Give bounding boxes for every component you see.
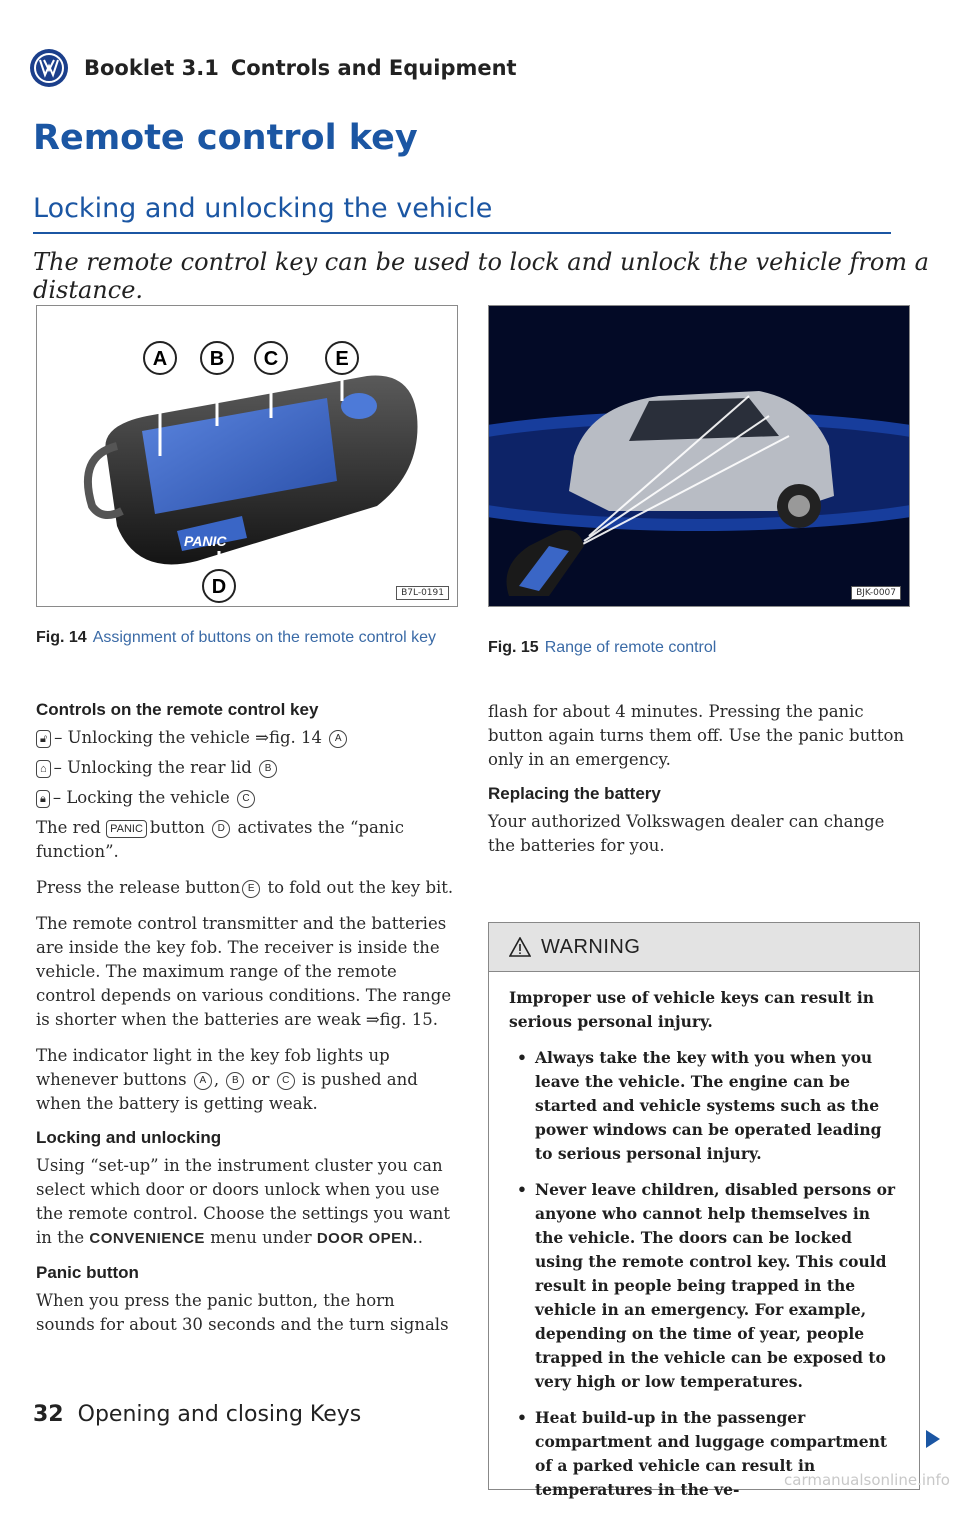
panic-text: When you press the panic button, the horn sounds for about 30 seconds and the turn signals	[36, 1291, 449, 1334]
locking-heading: Locking and unlocking	[36, 1128, 222, 1147]
setup-paragraph: Using “set-up” in the instrument cluster you can select which door or doors unlock when you use the remote control. Choose the settings you want in the CONVENIENCE menu under DOOR OPEN..	[36, 1156, 451, 1247]
warning-box	[488, 922, 920, 1499]
callout-a-label: A	[152, 348, 168, 370]
flash-paragraph: flash for about 4 minutes. Pressing the panic button again turns them off. Use the panic button only in an emergency.	[488, 702, 905, 769]
rear-lid-icon: ⌂	[36, 760, 51, 778]
watermark: carmanualsonline.info	[784, 1471, 950, 1489]
control-item-unlock: 🔓︎ – Unlocking the vehicle ⇒fig. 14 A	[36, 726, 456, 750]
unlock-icon: 🔓︎	[36, 730, 51, 748]
callout-e-label: E	[335, 348, 349, 370]
battery-paragraph: Your authorized Volkswagen dealer can change the batteries for you.	[488, 812, 885, 855]
controls-heading: Controls on the remote control key	[36, 700, 319, 719]
remote-key-illustration	[37, 306, 457, 606]
page-header	[30, 48, 517, 88]
transmitter-paragraph: The remote control transmitter and the batteries are inside the key fob. The receiver is inside the vehicle. The maximum range of the remote control depends on various conditions. The range is shorter when the batteries are weak ⇒fig. 15.	[36, 914, 452, 1029]
warning-bullet: • Always take the key with you when you leave the vehicle. The engine can be started and vehicle systems such as the power windows can be operated leading to serious personal injury.	[517, 1048, 882, 1163]
lock-icon: 🔒︎	[36, 790, 50, 808]
page-number: 32	[33, 1402, 64, 1427]
control-item-lock: 🔒︎ – Locking the vehicle C	[36, 786, 456, 810]
panic-button-label: PANIC	[184, 533, 227, 549]
figure-14-caption: Fig. 14 Assignment of buttons on the remote control key	[36, 629, 436, 646]
warning-lead: Improper use of vehicle keys can result in serious personal injury.	[509, 988, 875, 1031]
figure-14-key	[36, 305, 458, 607]
callout-d-label: D	[211, 576, 227, 598]
warning-triangle-icon	[509, 937, 531, 957]
section-title: Locking and unlocking the vehicle	[33, 193, 493, 224]
indicator-paragraph: The indicator light in the key fob lights up whenever buttons A , B or C is pushed and when the battery is getting weak.	[36, 1046, 418, 1113]
right-column	[488, 700, 908, 870]
car-range-illustration	[489, 306, 909, 606]
footer-section: Opening and closing Keys	[77, 1402, 362, 1427]
figure-15-caption: Fig. 15 Range of remote control	[488, 639, 717, 656]
title-divider	[33, 232, 891, 234]
panic-paragraph: The red PANIC button D activates the “panic function”.	[36, 818, 404, 861]
intro-text: The remote control key can be used to lock and unlock the vehicle from a distance.	[33, 248, 929, 304]
warning-bullet: • Heat build-up in the passenger compartment and luggage compartment of a parked vehicle can result in temperatures in the ve-	[517, 1408, 888, 1499]
callout-c-label: C	[263, 348, 279, 370]
warning-body	[489, 972, 919, 1514]
callout-b-label: B	[209, 348, 225, 370]
left-column	[36, 700, 456, 1349]
vw-logo-icon	[30, 49, 68, 87]
warning-title: WARNING	[541, 935, 641, 958]
booklet-label: Booklet 3.1 Controls and Equipment	[84, 56, 517, 80]
figure-15-range	[488, 305, 910, 607]
release-paragraph: Press the release button E to fold out the key bit.	[36, 878, 454, 897]
page-footer	[33, 1402, 361, 1427]
warning-bullet: • Never leave children, disabled persons or anyone who cannot help themselves in the vehicle. The doors can be locked using the remote control key. This could result in people being trapped in the vehicle in an emergency. For example, depending on the time of year, people trapped in the vehicle can be exposed to very high or low temperatures.	[517, 1180, 896, 1391]
continue-arrow-icon	[926, 1430, 940, 1448]
figure-code: B7L-0191	[396, 586, 449, 600]
figure-code: BJK-0007	[851, 586, 901, 600]
warning-header	[489, 923, 919, 972]
battery-heading: Replacing the battery	[488, 784, 661, 803]
panic-heading: Panic button	[36, 1263, 139, 1282]
control-item-rear-lid: ⌂ – Unlocking the rear lid B	[36, 756, 456, 780]
page-title: Remote control key	[33, 118, 418, 158]
